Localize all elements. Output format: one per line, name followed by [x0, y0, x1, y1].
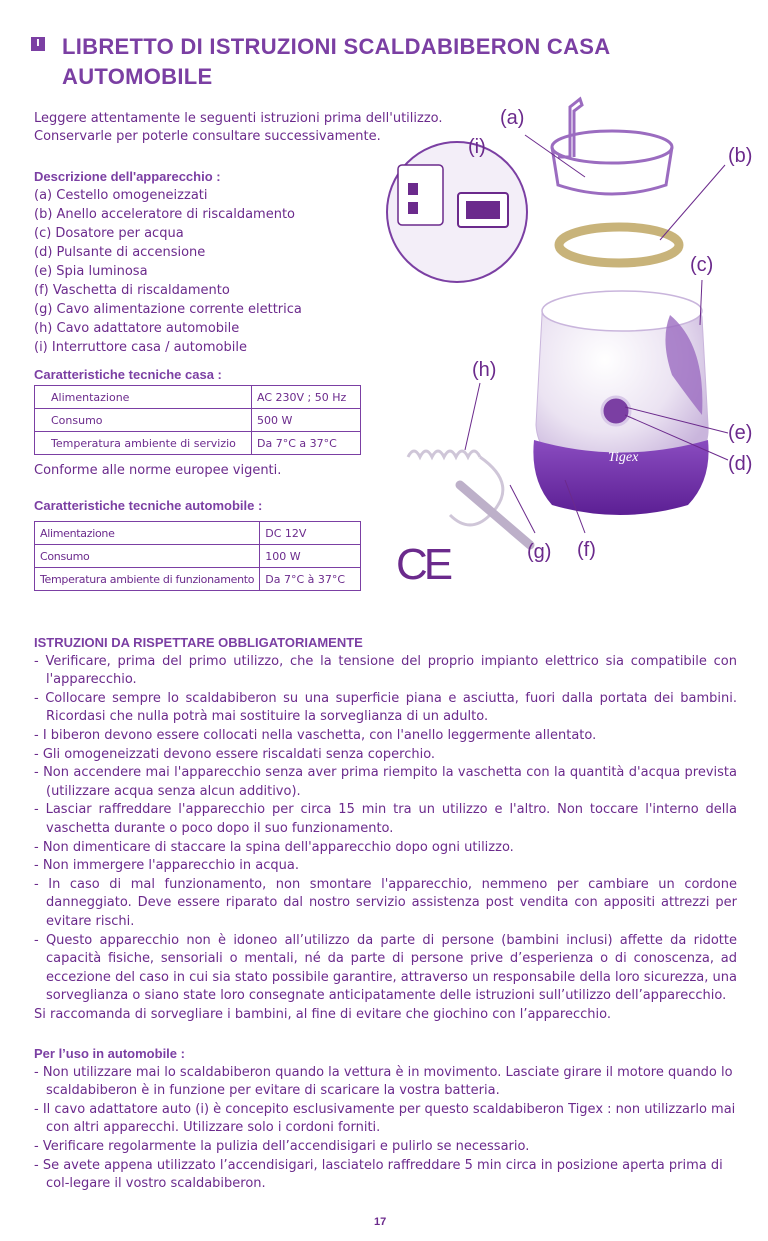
- table-cell: 500 W: [252, 409, 361, 432]
- list-item: - I biberon devono essere collocati nella vaschetta, con l'anello leggermente allentato.: [34, 727, 597, 743]
- list-item: - In caso di mal funzionamento, non smontare l'apparecchio, nemmeno per cambiare un cordone danneggiato. Deve essere riparato dal nostro servizio assistenza post vendita con appositi attrezzi per evitare rischi.: [34, 876, 737, 929]
- product-illustration: [380, 85, 768, 580]
- list-item: (i) Interruttore casa / automobile: [34, 340, 247, 355]
- list-item: - Non utilizzare mai lo scaldabiberon quando la vettura è in movimento. Lasciate girare il motore quando lo scaldabiberon è in funzione per evitare di scaricare la vostra batteria.: [34, 1064, 733, 1099]
- list-item: - Se avete appena utilizzato l’accendisigari, lasciatelo raffreddare 5 min circa in posizione aperta prima di col-legare il vostro scaldabiberon.: [34, 1157, 723, 1192]
- list-item: - Questo apparecchio non è idoneo all’utilizzo da parte di persone (bambini inclusi) affette da ridotte capacità fisiche, sensoriali o mentali, né da parte di persone prive d’esperienza o di conoscenza, ad eccezione del caso in cui sia stato possibile garantire, attraverso un responsabile della loro sicurezza, una sorveglianza o siano state loro consegnate anticipatamente delle istruzioni sull’utilizzo dell’apparecchio.: [34, 932, 737, 1004]
- list-item: - Collocare sempre lo scaldabiberon su una superficie piana e asciutta, fuori dalla portata dei bambini. Ricordasi che nulla potrà mai sostituire la sorveglianza di un adulto.: [34, 690, 737, 725]
- list-item: - Non immergere l'apparecchio in acqua.: [34, 858, 299, 874]
- accelerator-ring: [559, 227, 679, 263]
- table-cell: Da 7°C a 37°C: [252, 432, 361, 455]
- switch-panel: [398, 165, 443, 225]
- table-cell: DC 12V: [260, 522, 361, 545]
- list-item: (g) Cavo alimentazione corrente elettrica: [34, 302, 302, 317]
- power-button: [602, 397, 630, 425]
- page-title: LIBRETTO DI ISTRUZIONI SCALDABIBERON CASA AUTOMOBILE: [62, 34, 610, 89]
- table-row: [35, 432, 361, 455]
- page-number: 17: [374, 1216, 387, 1228]
- list-item: - Verificare, prima del primo utilizzo, che la tensione del proprio impianto elettrico sia compatibile con l'apparecchio.: [34, 653, 737, 688]
- callout-label: (h): [472, 359, 497, 381]
- car-use-section: [34, 1045, 737, 1194]
- intro-line: Conservarle per poterle consultare successivamente.: [34, 129, 381, 144]
- callout-label: (e): [728, 422, 753, 444]
- car-adapter-cord: [408, 451, 480, 457]
- table-cell: AC 230V ; 50 Hz: [252, 386, 361, 409]
- table-row: [35, 545, 361, 568]
- table-cell: Consumo: [35, 409, 252, 432]
- table-cell: Temperatura ambiente di servizio: [35, 432, 252, 455]
- table-row: [35, 522, 361, 545]
- callout-label: (b): [728, 145, 753, 167]
- specs-car-heading: Caratteristiche tecniche automobile :: [34, 498, 263, 513]
- table-cell: Consumo: [35, 545, 260, 568]
- list-item: (f) Vaschetta di riscaldamento: [34, 283, 230, 298]
- switch-toggle: [408, 183, 418, 195]
- parts-description: [34, 167, 414, 357]
- callout-label: (a): [500, 107, 525, 129]
- list-item: - Lasciar raffreddare l'apparecchio per circa 15 min tra un utilizzo e l'altro. Non toccare l'interno della vaschetta durante o poco dopo il suo funzionamento.: [34, 802, 737, 836]
- list-item: - Gli omogeneizzati devono essere riscaldati senza coperchio.: [34, 746, 436, 762]
- list-item: - Non dimenticare di staccare la spina dell'apparecchio dopo ogni utilizzo.: [34, 839, 514, 855]
- description-heading: Descrizione dell'apparecchio :: [34, 169, 221, 184]
- rules-heading: ISTRUZIONI DA RISPETTARE OBBLIGATORIAMENTE: [34, 635, 363, 650]
- table-row: [35, 409, 361, 432]
- table-row: [35, 568, 361, 591]
- callout-label: (c): [690, 254, 714, 276]
- mandatory-rules: [34, 634, 737, 1024]
- table-cell: Temperatura ambiente di funzionamento: [35, 568, 260, 591]
- callout-label: (d): [728, 453, 753, 475]
- cigarette-plug: [460, 485, 530, 545]
- table-cell: 100 W: [260, 545, 361, 568]
- socket-hole: [466, 201, 500, 219]
- table-row: [35, 386, 361, 409]
- specs-home-table: [34, 385, 361, 455]
- list-item: - Il cavo adattatore auto (i) è concepito esclusivamente per questo scaldabiberon Tigex : non utilizzarlo mai con altri apparecchi. Utilizzare solo i cordoni forniti.: [34, 1101, 736, 1136]
- callout-label: (f): [577, 539, 596, 561]
- list-item: (e) Spia luminosa: [34, 264, 148, 279]
- intro-line: Leggere attentamente le seguenti istruzioni prima dell'utilizzo.: [34, 111, 443, 126]
- callout-label: (g): [527, 541, 552, 563]
- table-cell: Alimentazione: [35, 522, 260, 545]
- switch-toggle: [408, 202, 418, 214]
- language-badge: I: [31, 37, 45, 51]
- specs-home-heading: Caratteristiche tecniche casa :: [34, 367, 222, 382]
- table-cell: Alimentazione: [35, 386, 252, 409]
- list-item: (b) Anello acceleratore di riscaldamento: [34, 207, 296, 222]
- list-item: (c) Dosatore per acqua: [34, 226, 184, 241]
- list-item: (d) Pulsante di accensione: [34, 245, 206, 260]
- list-item: - Non accendere mai l'apparecchio senza aver prima riempito la vaschetta con la quantità d'acqua prevista (utilizzare acqua senza alcun additivo).: [34, 765, 737, 799]
- table-cell: Da 7°C à 37°C: [260, 568, 361, 591]
- list-item: - Verificare regolarmente la pulizia dell’accendisigari e pulirlo se necessario.: [34, 1138, 530, 1154]
- brand-logo: Tigex: [608, 450, 639, 465]
- specs-car-table: [34, 521, 361, 591]
- list-item: (h) Cavo adattatore automobile: [34, 321, 240, 336]
- car-use-heading: Per l’uso in automobile :: [34, 1046, 185, 1061]
- ce-mark: CE: [396, 540, 450, 589]
- basket-handle: [558, 99, 582, 157]
- rules-closing: Si raccomanda di sorvegliare i bambini, al fine di evitare che giochino con l’apparecchio.: [34, 1006, 611, 1022]
- conformity-note: Conforme alle norme europee vigenti.: [34, 463, 282, 478]
- callout-label: (i): [468, 136, 486, 158]
- list-item: (a) Cestello omogeneizzati: [34, 188, 208, 203]
